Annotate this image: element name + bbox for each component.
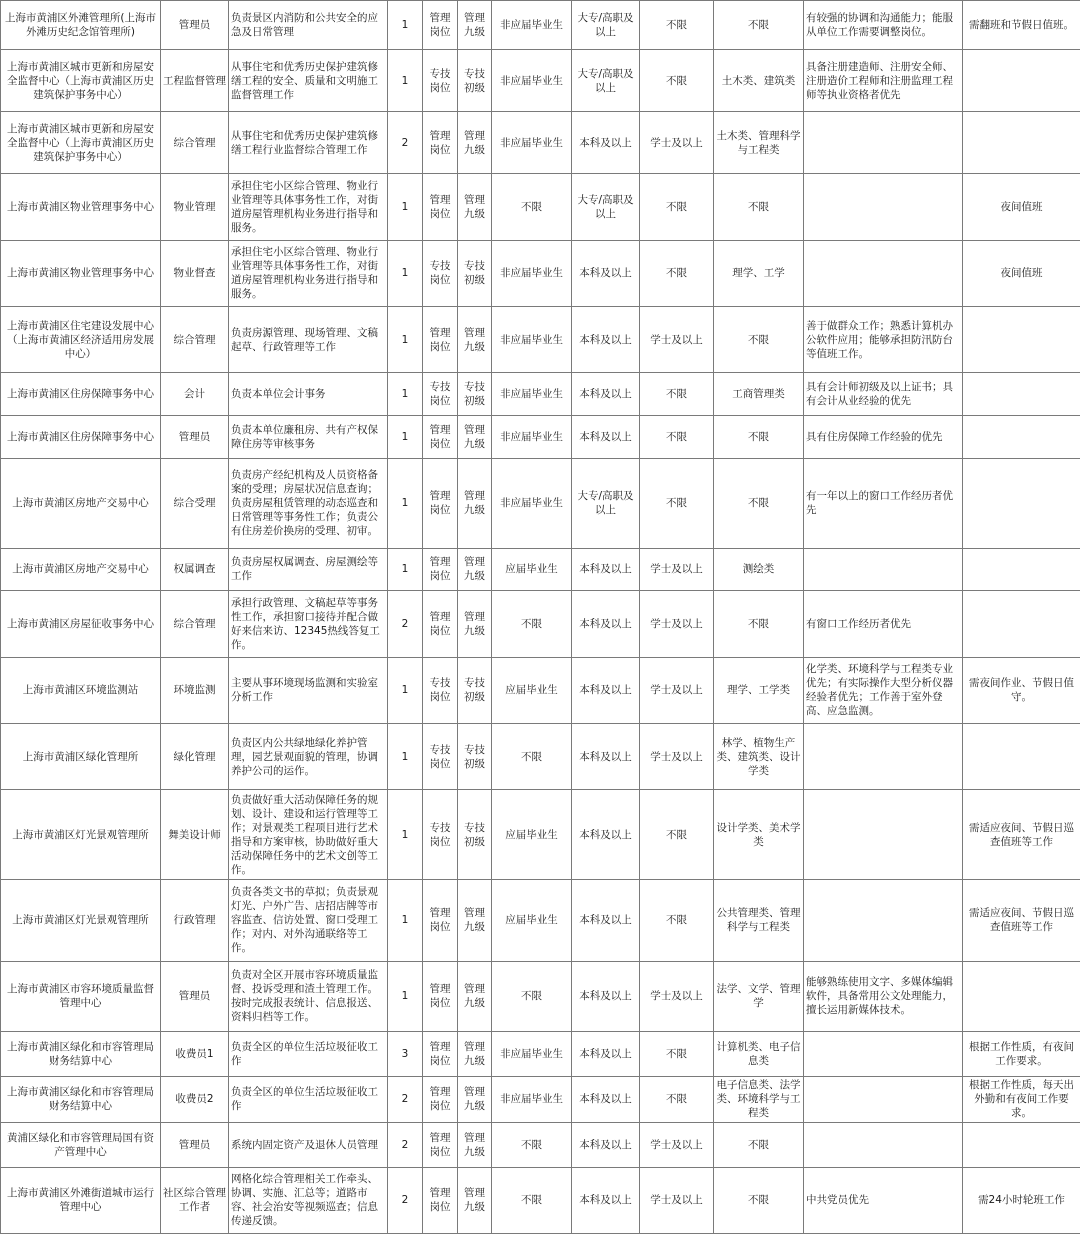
notes-cell: 需夜间作业、节假日值守。 [963, 657, 1080, 723]
major-cell: 土木类、建筑类 [714, 49, 804, 111]
duties-cell: 负责对全区开展市容环境质量监督、投诉受理和渣土管理工作。按时完成报表统计、信息报送、资料归档等工作。 [229, 961, 388, 1031]
degree-cell: 学士及以上 [640, 1122, 714, 1167]
duties-cell: 主要从事环境现场监测和实验室分析工作 [229, 657, 388, 723]
position-cell: 会计 [161, 373, 229, 416]
requirements-cell: 具备注册建造师、注册安全师、注册造价工程师和注册监理工程师等执业资格者优先 [804, 49, 963, 111]
post-type-cell: 管理岗位 [423, 112, 458, 174]
headcount-cell: 3 [388, 1031, 423, 1076]
requirements-cell [804, 174, 963, 240]
post-level-cell: 专技初级 [458, 657, 492, 723]
position-cell: 社区综合管理工作者 [161, 1167, 229, 1233]
degree-cell: 不限 [640, 49, 714, 111]
degree-cell: 不限 [640, 416, 714, 459]
duties-cell: 负责做好重大活动保障任务的规划、设计、建设和运行管理等工作；对景观类工程项目进行艺术指导和方案审核，协助做好重大活动保障任务中的艺术文创等工作。 [229, 790, 388, 880]
table-row [1, 174, 1080, 240]
notes-cell [963, 373, 1080, 416]
major-cell: 不限 [714, 1167, 804, 1233]
requirements-cell: 有较强的协调和沟通能力；能服从单位工作需要调整岗位。 [804, 1, 963, 50]
post-type-cell: 管理岗位 [423, 548, 458, 591]
position-cell: 权属调查 [161, 548, 229, 591]
duties-cell: 从事住宅和优秀历史保护建筑修缮工程行业监督综合管理工作 [229, 112, 388, 174]
position-cell: 环境监测 [161, 657, 229, 723]
position-cell: 管理员 [161, 961, 229, 1031]
post-level-cell: 管理九级 [458, 174, 492, 240]
duties-cell: 负责本单位廉租房、共有产权保障住房等审核事务 [229, 416, 388, 459]
requirements-cell [804, 790, 963, 880]
education-cell: 本科及以上 [572, 879, 640, 961]
unit-cell: 上海市黄浦区物业管理事务中心 [1, 174, 161, 240]
post-type-cell: 管理岗位 [423, 1076, 458, 1122]
post-type-cell: 管理岗位 [423, 879, 458, 961]
unit-cell: 上海市黄浦区房地产交易中心 [1, 458, 161, 548]
duties-cell: 负责全区的单位生活垃圾征收工作 [229, 1076, 388, 1122]
applicant-type-cell: 非应届毕业生 [492, 373, 572, 416]
unit-cell: 上海市黄浦区绿化和市容管理局财务结算中心 [1, 1031, 161, 1076]
post-level-cell: 管理九级 [458, 591, 492, 657]
post-level-cell: 专技初级 [458, 49, 492, 111]
major-cell: 不限 [714, 591, 804, 657]
applicant-type-cell: 不限 [492, 174, 572, 240]
notes-cell [963, 591, 1080, 657]
requirements-cell: 有窗口工作经历者优先 [804, 591, 963, 657]
duties-cell: 负责房源管理、现场管理、文稿起草、行政管理等工作 [229, 306, 388, 372]
applicant-type-cell: 非应届毕业生 [492, 49, 572, 111]
education-cell: 本科及以上 [572, 591, 640, 657]
post-level-cell: 管理九级 [458, 1076, 492, 1122]
notes-cell [963, 306, 1080, 372]
duties-cell: 承担住宅小区综合管理、物业行业管理等具体事务性工作，对街道房屋管理机构业务进行指导和服务。 [229, 240, 388, 306]
position-cell: 物业管理 [161, 174, 229, 240]
post-level-cell: 管理九级 [458, 548, 492, 591]
requirements-cell [804, 1122, 963, 1167]
degree-cell: 学士及以上 [640, 306, 714, 372]
education-cell: 本科及以上 [572, 306, 640, 372]
unit-cell: 上海市黄浦区外滩管理所(上海市外滩历史纪念馆管理所) [1, 1, 161, 50]
applicant-type-cell: 非应届毕业生 [492, 240, 572, 306]
education-cell: 本科及以上 [572, 657, 640, 723]
major-cell: 电子信息类、法学类、环境科学与工程类 [714, 1076, 804, 1122]
position-cell: 综合管理 [161, 112, 229, 174]
position-cell: 舞美设计师 [161, 790, 229, 880]
post-type-cell: 管理岗位 [423, 174, 458, 240]
education-cell: 本科及以上 [572, 548, 640, 591]
duties-cell: 负责各类文书的草拟；负责景观灯光、户外广告、店招店牌等市容监查、信访处置、窗口受理工作；对内、对外沟通联络等工作。 [229, 879, 388, 961]
table-row [1, 373, 1080, 416]
notes-cell [963, 458, 1080, 548]
notes-cell: 需适应夜间、节假日巡查值班等工作 [963, 790, 1080, 880]
post-type-cell: 管理岗位 [423, 458, 458, 548]
notes-cell: 根据工作性质，有夜间工作要求。 [963, 1031, 1080, 1076]
duties-cell: 系统内固定资产及退休人员管理 [229, 1122, 388, 1167]
education-cell: 本科及以上 [572, 1031, 640, 1076]
headcount-cell: 1 [388, 548, 423, 591]
unit-cell: 上海市黄浦区灯光景观管理所 [1, 790, 161, 880]
requirements-cell: 能够熟练使用文字、多媒体编辑软件，具备常用公文处理能力，擅长运用新媒体技术。 [804, 961, 963, 1031]
notes-cell [963, 112, 1080, 174]
post-type-cell: 管理岗位 [423, 306, 458, 372]
headcount-cell: 1 [388, 49, 423, 111]
unit-cell: 上海市黄浦区物业管理事务中心 [1, 240, 161, 306]
position-cell: 综合管理 [161, 591, 229, 657]
unit-cell: 上海市黄浦区外滩街道城市运行管理中心 [1, 1167, 161, 1233]
post-level-cell: 专技初级 [458, 373, 492, 416]
requirements-cell [804, 723, 963, 789]
duties-cell: 从事住宅和优秀历史保护建筑修缮工程的安全、质量和文明施工监督管理工作 [229, 49, 388, 111]
requirements-cell [804, 879, 963, 961]
notes-cell [963, 961, 1080, 1031]
degree-cell: 不限 [640, 373, 714, 416]
unit-cell: 上海市黄浦区灯光景观管理所 [1, 879, 161, 961]
table-row [1, 723, 1080, 789]
table-row [1, 49, 1080, 111]
table-row [1, 416, 1080, 459]
major-cell: 理学、工学 [714, 240, 804, 306]
table-row [1, 548, 1080, 591]
degree-cell: 学士及以上 [640, 548, 714, 591]
table-row [1, 657, 1080, 723]
applicant-type-cell: 应届毕业生 [492, 790, 572, 880]
degree-cell: 学士及以上 [640, 657, 714, 723]
education-cell: 本科及以上 [572, 373, 640, 416]
duties-cell: 负责区内公共绿地绿化养护管理，园艺景观面貌的管理，协调养护公司的运作。 [229, 723, 388, 789]
unit-cell: 上海市黄浦区房地产交易中心 [1, 548, 161, 591]
post-type-cell: 专技岗位 [423, 240, 458, 306]
unit-cell: 上海市黄浦区绿化和市容管理局财务结算中心 [1, 1076, 161, 1122]
unit-cell: 上海市黄浦区住房保障事务中心 [1, 416, 161, 459]
position-cell: 收费员2 [161, 1076, 229, 1122]
position-cell: 行政管理 [161, 879, 229, 961]
requirements-cell: 有一年以上的窗口工作经历者优先 [804, 458, 963, 548]
post-level-cell: 专技初级 [458, 723, 492, 789]
education-cell: 本科及以上 [572, 240, 640, 306]
education-cell: 大专/高职及以上 [572, 174, 640, 240]
table-row [1, 112, 1080, 174]
requirements-cell: 化学类、环境科学与工程类专业优先；有实际操作大型分析仪器经验者优先；工作善于室外登高、应急监测。 [804, 657, 963, 723]
position-cell: 管理员 [161, 416, 229, 459]
requirements-cell [804, 240, 963, 306]
table-row [1, 591, 1080, 657]
degree-cell: 不限 [640, 879, 714, 961]
duties-cell: 负责全区的单位生活垃圾征收工作 [229, 1031, 388, 1076]
education-cell: 大专/高职及以上 [572, 1, 640, 50]
position-cell: 综合受理 [161, 458, 229, 548]
major-cell: 不限 [714, 416, 804, 459]
post-level-cell: 管理九级 [458, 112, 492, 174]
education-cell: 本科及以上 [572, 1122, 640, 1167]
major-cell: 工商管理类 [714, 373, 804, 416]
applicant-type-cell: 不限 [492, 1167, 572, 1233]
headcount-cell: 1 [388, 961, 423, 1031]
requirements-cell: 善于做群众工作；熟悉计算机办公软件应用；能够承担防汛防台等值班工作。 [804, 306, 963, 372]
post-level-cell: 管理九级 [458, 306, 492, 372]
education-cell: 本科及以上 [572, 416, 640, 459]
post-type-cell: 专技岗位 [423, 723, 458, 789]
education-cell: 本科及以上 [572, 1167, 640, 1233]
post-level-cell: 管理九级 [458, 1, 492, 50]
table-row [1, 1076, 1080, 1122]
post-level-cell: 管理九级 [458, 1031, 492, 1076]
education-cell: 本科及以上 [572, 112, 640, 174]
applicant-type-cell: 非应届毕业生 [492, 458, 572, 548]
requirements-cell: 中共党员优先 [804, 1167, 963, 1233]
major-cell: 公共管理类、管理科学与工程类 [714, 879, 804, 961]
duties-cell: 承担住宅小区综合管理、物业行业管理等具体事务性工作，对街道房屋管理机构业务进行指导和服务。 [229, 174, 388, 240]
post-type-cell: 专技岗位 [423, 790, 458, 880]
post-type-cell: 专技岗位 [423, 373, 458, 416]
education-cell: 本科及以上 [572, 790, 640, 880]
notes-cell [963, 548, 1080, 591]
headcount-cell: 1 [388, 1, 423, 50]
major-cell: 不限 [714, 306, 804, 372]
headcount-cell: 2 [388, 591, 423, 657]
unit-cell: 黄浦区绿化和市容管理局国有资产管理中心 [1, 1122, 161, 1167]
post-type-cell: 管理岗位 [423, 1167, 458, 1233]
headcount-cell: 2 [388, 1076, 423, 1122]
position-cell: 绿化管理 [161, 723, 229, 789]
notes-cell [963, 49, 1080, 111]
unit-cell: 上海市黄浦区房屋征收事务中心 [1, 591, 161, 657]
degree-cell: 不限 [640, 1031, 714, 1076]
table-row [1, 240, 1080, 306]
headcount-cell: 1 [388, 240, 423, 306]
post-level-cell: 管理九级 [458, 458, 492, 548]
unit-cell: 上海市黄浦区绿化管理所 [1, 723, 161, 789]
duties-cell: 承担行政管理、文稿起草等事务性工作，承担窗口接待并配合做好来信来访、12345热线答复工作。 [229, 591, 388, 657]
degree-cell: 不限 [640, 174, 714, 240]
post-level-cell: 管理九级 [458, 879, 492, 961]
position-cell: 管理员 [161, 1, 229, 50]
applicant-type-cell: 应届毕业生 [492, 879, 572, 961]
headcount-cell: 1 [388, 373, 423, 416]
headcount-cell: 1 [388, 790, 423, 880]
notes-cell [963, 1122, 1080, 1167]
duties-cell: 负责房产经纪机构及人员资格备案的受理；房屋状况信息查询；负责房屋租赁管理的动态巡查和日常管理等事务性工作；负责公有住房差价换房的受理、初审。 [229, 458, 388, 548]
education-cell: 本科及以上 [572, 1076, 640, 1122]
unit-cell: 上海市黄浦区住宅建设发展中心（上海市黄浦区经济适用房发展中心） [1, 306, 161, 372]
applicant-type-cell: 非应届毕业生 [492, 416, 572, 459]
unit-cell: 上海市黄浦区市容环境质量监督管理中心 [1, 961, 161, 1031]
applicant-type-cell: 不限 [492, 961, 572, 1031]
unit-cell: 上海市黄浦区城市更新和房屋安全监督中心（上海市黄浦区历史建筑保护事务中心） [1, 49, 161, 111]
notes-cell: 根据工作性质，每天出外勤和有夜间工作要求。 [963, 1076, 1080, 1122]
applicant-type-cell: 非应届毕业生 [492, 1, 572, 50]
notes-cell: 夜间值班 [963, 174, 1080, 240]
requirements-cell [804, 1076, 963, 1122]
post-level-cell: 管理九级 [458, 1122, 492, 1167]
education-cell: 大专/高职及以上 [572, 49, 640, 111]
major-cell: 土木类、管理科学与工程类 [714, 112, 804, 174]
education-cell: 本科及以上 [572, 723, 640, 789]
degree-cell: 学士及以上 [640, 1167, 714, 1233]
post-type-cell: 管理岗位 [423, 1122, 458, 1167]
degree-cell: 不限 [640, 240, 714, 306]
table-row [1, 1, 1080, 50]
major-cell: 计算机类、电子信息类 [714, 1031, 804, 1076]
applicant-type-cell: 不限 [492, 591, 572, 657]
post-level-cell: 专技初级 [458, 240, 492, 306]
table-row [1, 1122, 1080, 1167]
education-cell: 大专/高职及以上 [572, 458, 640, 548]
post-type-cell: 管理岗位 [423, 1, 458, 50]
position-cell: 收费员1 [161, 1031, 229, 1076]
headcount-cell: 1 [388, 174, 423, 240]
table-row [1, 790, 1080, 880]
major-cell: 不限 [714, 174, 804, 240]
applicant-type-cell: 应届毕业生 [492, 657, 572, 723]
headcount-cell: 1 [388, 657, 423, 723]
unit-cell: 上海市黄浦区城市更新和房屋安全监督中心（上海市黄浦区历史建筑保护事务中心） [1, 112, 161, 174]
headcount-cell: 2 [388, 1122, 423, 1167]
notes-cell: 需翻班和节假日值班。 [963, 1, 1080, 50]
position-cell: 管理员 [161, 1122, 229, 1167]
notes-cell: 夜间值班 [963, 240, 1080, 306]
post-type-cell: 管理岗位 [423, 1031, 458, 1076]
table-row [1, 1031, 1080, 1076]
post-level-cell: 管理九级 [458, 961, 492, 1031]
table-row [1, 306, 1080, 372]
education-cell: 本科及以上 [572, 961, 640, 1031]
post-level-cell: 专技初级 [458, 790, 492, 880]
headcount-cell: 2 [388, 1167, 423, 1233]
unit-cell: 上海市黄浦区住房保障事务中心 [1, 373, 161, 416]
post-type-cell: 管理岗位 [423, 416, 458, 459]
major-cell: 林学、植物生产类、建筑类、设计学类 [714, 723, 804, 789]
table-row [1, 879, 1080, 961]
duties-cell: 网格化综合管理相关工作牵头、协调、实施、汇总等；道路市容、社会治安等视频巡查；信息传递反馈。 [229, 1167, 388, 1233]
major-cell: 不限 [714, 1122, 804, 1167]
headcount-cell: 1 [388, 416, 423, 459]
major-cell: 理学、工学类 [714, 657, 804, 723]
degree-cell: 不限 [640, 1076, 714, 1122]
post-type-cell: 管理岗位 [423, 961, 458, 1031]
headcount-cell: 1 [388, 879, 423, 961]
notes-cell: 需24小时轮班工作 [963, 1167, 1080, 1233]
duties-cell: 负责房屋权属调查、房屋测绘等工作 [229, 548, 388, 591]
applicant-type-cell: 不限 [492, 723, 572, 789]
table-row [1, 961, 1080, 1031]
degree-cell: 学士及以上 [640, 723, 714, 789]
applicant-type-cell: 不限 [492, 1122, 572, 1167]
notes-cell: 需适应夜间、节假日巡查值班等工作 [963, 879, 1080, 961]
headcount-cell: 1 [388, 458, 423, 548]
major-cell: 不限 [714, 458, 804, 548]
degree-cell: 不限 [640, 790, 714, 880]
requirements-cell: 具有住房保障工作经验的优先 [804, 416, 963, 459]
requirements-cell [804, 1031, 963, 1076]
degree-cell: 学士及以上 [640, 112, 714, 174]
requirements-cell [804, 548, 963, 591]
major-cell: 测绘类 [714, 548, 804, 591]
degree-cell: 不限 [640, 1, 714, 50]
headcount-cell: 1 [388, 306, 423, 372]
post-level-cell: 管理九级 [458, 1167, 492, 1233]
headcount-cell: 1 [388, 723, 423, 789]
applicant-type-cell: 非应届毕业生 [492, 1076, 572, 1122]
requirements-cell: 具有会计师初级及以上证书；具有会计从业经验的优先 [804, 373, 963, 416]
applicant-type-cell: 非应届毕业生 [492, 306, 572, 372]
position-cell: 综合管理 [161, 306, 229, 372]
applicant-type-cell: 应届毕业生 [492, 548, 572, 591]
position-cell: 物业督查 [161, 240, 229, 306]
post-type-cell: 管理岗位 [423, 591, 458, 657]
post-type-cell: 专技岗位 [423, 657, 458, 723]
table-row [1, 1167, 1080, 1233]
position-cell: 工程监督管理 [161, 49, 229, 111]
applicant-type-cell: 非应届毕业生 [492, 1031, 572, 1076]
major-cell: 不限 [714, 1, 804, 50]
post-level-cell: 管理九级 [458, 416, 492, 459]
notes-cell [963, 723, 1080, 789]
requirements-cell [804, 112, 963, 174]
degree-cell: 不限 [640, 458, 714, 548]
table-body [1, 1, 1080, 1234]
duties-cell: 负责景区内消防和公共安全的应急及日常管理 [229, 1, 388, 50]
degree-cell: 学士及以上 [640, 591, 714, 657]
unit-cell: 上海市黄浦区环境监测站 [1, 657, 161, 723]
post-type-cell: 专技岗位 [423, 49, 458, 111]
major-cell: 法学、文学、管理学 [714, 961, 804, 1031]
notes-cell [963, 416, 1080, 459]
major-cell: 设计学类、美术学类 [714, 790, 804, 880]
headcount-cell: 2 [388, 112, 423, 174]
duties-cell: 负责本单位会计事务 [229, 373, 388, 416]
applicant-type-cell: 非应届毕业生 [492, 112, 572, 174]
table-row [1, 458, 1080, 548]
degree-cell: 学士及以上 [640, 961, 714, 1031]
